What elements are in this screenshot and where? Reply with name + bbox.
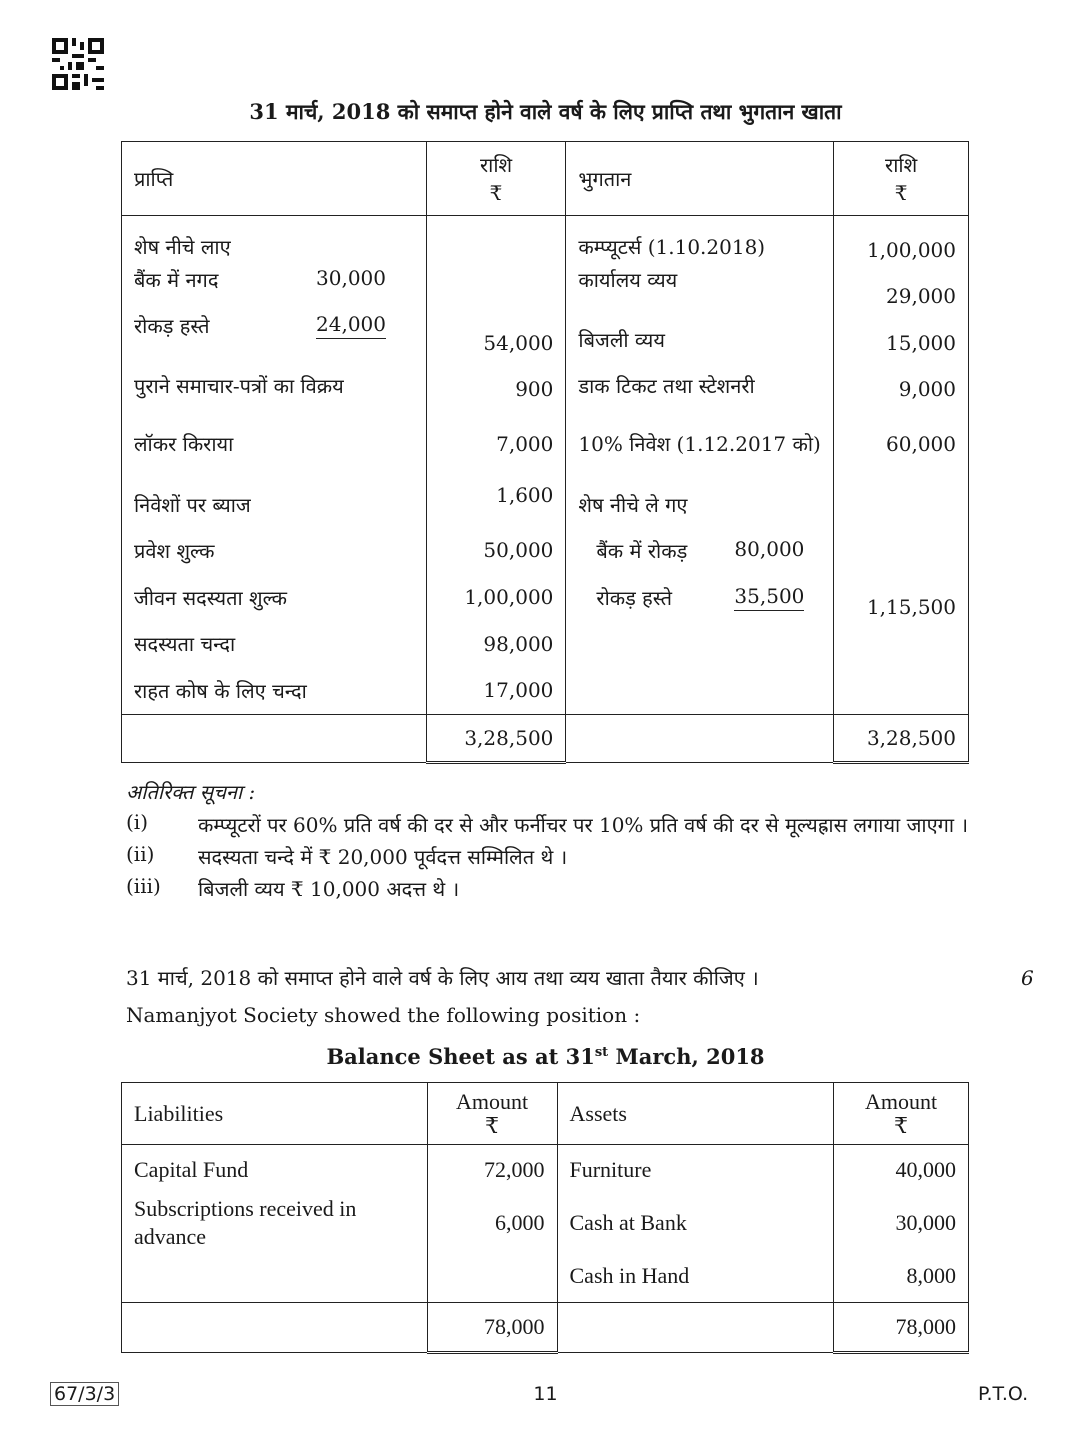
- asset-cash-bank: Cash at Bank: [557, 1195, 834, 1251]
- assets-header: Assets: [557, 1083, 834, 1145]
- receipt-life: जीवन सदस्यता शुल्क: [122, 574, 427, 621]
- english-intro: Namanjyot Society showed the following position :: [126, 1003, 641, 1027]
- payments-header: भुगतान: [566, 142, 834, 216]
- paper-code: 67/3/3: [50, 1383, 119, 1405]
- payment-postage-amount: 9,000: [834, 359, 969, 405]
- asset-cash-bank-amount: 30,000: [834, 1195, 969, 1251]
- liability-subscriptions-advance: Subscriptions received in advance: [122, 1195, 428, 1251]
- receipt-locker-amount: 7,000: [426, 405, 566, 483]
- payment-electricity: बिजली व्यय: [566, 312, 834, 359]
- info-item: (ii) सदस्यता चन्दे में ₹ 20,000 पूर्वदत्त सम्मिलित थे ।: [126, 842, 568, 869]
- receipts-total: 3,28,500: [426, 715, 566, 763]
- receipt-interest-amount: 1,600: [426, 483, 566, 527]
- amount-header: राशि ₹: [834, 142, 969, 216]
- receipt-subscription: सदस्यता चन्दा: [122, 621, 427, 667]
- additional-info: [126, 778, 982, 904]
- liabilities-total: 78,000: [427, 1303, 557, 1353]
- receipt-papers: पुराने समाचार-पत्रों का विक्रय: [122, 359, 427, 405]
- asset-furniture-amount: 40,000: [834, 1145, 969, 1195]
- receipt-subscription-amount: 98,000: [426, 621, 566, 667]
- rp-account-title: 31 मार्च, 2018 को समाप्त होने वाले वर्ष के लिए प्राप्ति तथा भुगतान खाता: [249, 99, 842, 124]
- payment-office-amount: 29,000: [834, 266, 969, 312]
- assets-total: 78,000: [834, 1303, 969, 1353]
- receipt-balance-label: शेष नीचे लाए: [122, 216, 427, 266]
- amount-header: राशि ₹: [426, 142, 566, 216]
- balance-sheet-title: Balance Sheet as at 31st March, 2018: [326, 1044, 765, 1069]
- balance-sheet-table: [121, 1082, 969, 1354]
- payment-cash-row: रोकड़ हस्ते 35,500: [596, 583, 805, 610]
- receipt-cash-row: रोकड़ हस्ते 24,000: [134, 311, 386, 338]
- asset-cash-hand: Cash in Hand: [557, 1251, 834, 1303]
- liability-capital-fund-amount: 72,000: [427, 1145, 557, 1195]
- additional-info-heading: अतिरिक्त सूचना :: [126, 780, 256, 804]
- info-item: (iii) बिजली व्यय ₹ 10,000 अदत्त थे ।: [126, 874, 460, 901]
- liability-capital-fund: Capital Fund: [122, 1145, 428, 1195]
- payment-investment-amount: 60,000: [834, 405, 969, 483]
- payment-electricity-amount: 15,000: [834, 312, 969, 359]
- receipt-papers-amount: 900: [426, 359, 566, 405]
- receipt-relief-amount: 17,000: [426, 667, 566, 715]
- payment-balance-total: 1,15,500: [834, 574, 969, 621]
- receipt-interest: निवेशों पर ब्याज: [122, 483, 427, 527]
- receipt-balance-total: 54,000: [426, 312, 566, 359]
- marks: 6: [1021, 966, 1034, 990]
- page-number: 11: [533, 1383, 558, 1405]
- receipts-payments-table: [121, 141, 969, 764]
- receipt-bank-row: बैंक में नगद 30,000: [134, 265, 386, 292]
- question-instruction: 31 मार्च, 2018 को समाप्त होने वाले वर्ष के लिए आय तथा व्यय खाता तैयार कीजिए ।: [126, 966, 759, 990]
- asset-furniture: Furniture: [557, 1145, 834, 1195]
- receipts-header: प्राप्ति: [122, 142, 427, 216]
- receipt-locker: लॉकर किराया: [122, 405, 427, 483]
- liabilities-header: Liabilities: [122, 1083, 428, 1145]
- info-item: (i) कम्प्यूटरों पर 60% प्रति वर्ष की दर से और फर्नीचर पर 10% प्रति वर्ष की दर से मूल्यह्रास लगाया जाएगा ।: [126, 810, 969, 837]
- receipt-entrance-amount: 50,000: [426, 527, 566, 574]
- payment-bank-row: बैंक में रोकड़ 80,000: [596, 536, 805, 563]
- payment-computers-amount: 1,00,000: [834, 216, 969, 266]
- amount-header: Amount ₹: [427, 1083, 557, 1145]
- payments-total: 3,28,500: [834, 715, 969, 763]
- receipt-relief: राहत कोष के लिए चन्दा: [122, 667, 427, 715]
- amount-header: Amount ₹: [834, 1083, 969, 1145]
- payment-office: कार्यालय व्यय: [566, 266, 834, 312]
- payment-balance-label: शेष नीचे ले गए: [566, 483, 834, 527]
- receipt-entrance: प्रवेश शुल्क: [122, 527, 427, 574]
- payment-investment: 10% निवेश (1.12.2017 को): [566, 405, 834, 483]
- pto-label: P.T.O.: [978, 1383, 1029, 1405]
- payment-computers: कम्प्यूटर्स (1.10.2018): [566, 216, 834, 266]
- payment-postage: डाक टिकट तथा स्टेशनरी: [566, 359, 834, 405]
- qr-code-icon: [52, 38, 104, 90]
- liability-subscriptions-advance-amount: 6,000: [427, 1195, 557, 1251]
- receipt-life-amount: 1,00,000: [426, 574, 566, 621]
- asset-cash-hand-amount: 8,000: [834, 1251, 969, 1303]
